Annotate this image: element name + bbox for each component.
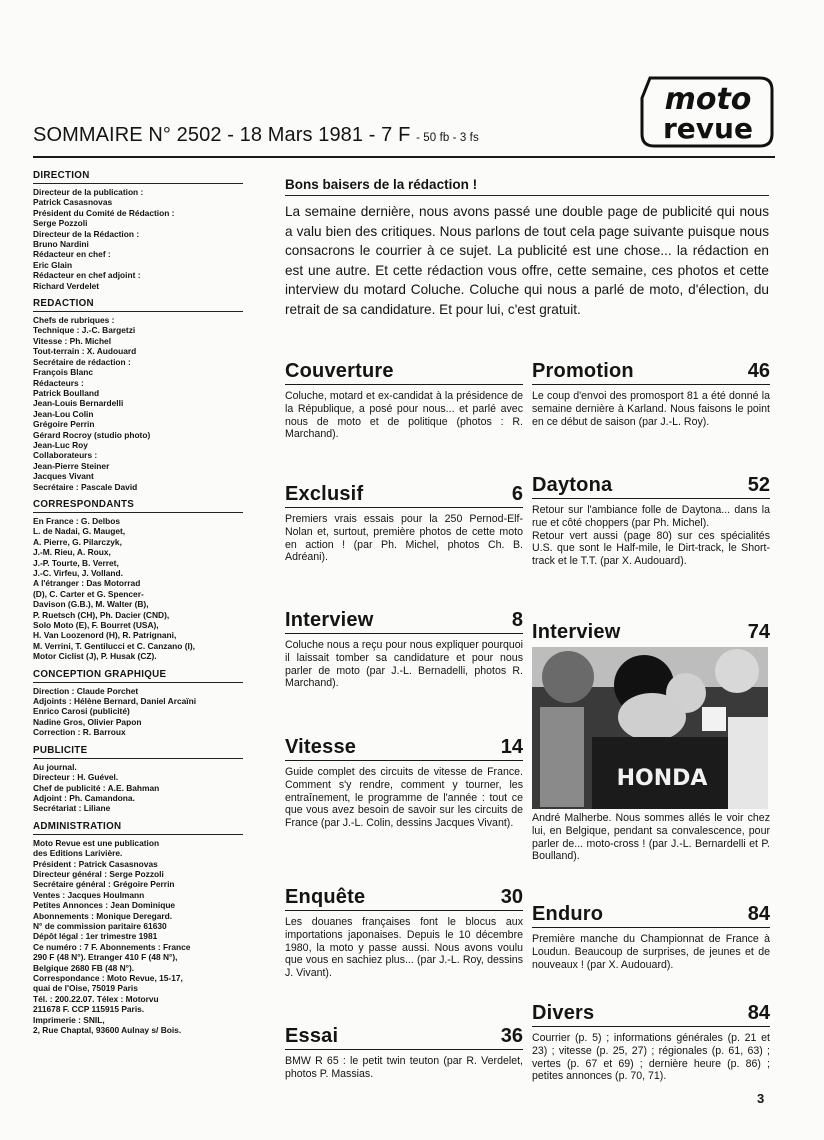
staff-line: Ventes : Jacques Houlmann [33, 889, 145, 900]
staff-line: Secrétariat : Liliane [33, 803, 111, 814]
article-title: Enduro [532, 903, 604, 925]
staff-section-heading: CORRESPONDANTS [33, 499, 243, 513]
staff-line: Motor Ciclist (J), P. Husak (CZ). [33, 651, 157, 662]
staff-section-heading: REDACTION [33, 298, 243, 312]
staff-section [33, 298, 243, 492]
staff-section [33, 499, 243, 662]
staff-line: Jean-Lou Colin [33, 408, 94, 419]
article-text [532, 504, 770, 568]
logo-word-moto: moto [664, 82, 752, 117]
article-title: Interview [285, 609, 374, 631]
staff-line: Directeur de la publication : [33, 187, 144, 197]
page-title [33, 124, 479, 147]
staff-line: Chef de publicité : A.E. Bahman [33, 782, 160, 793]
staff-line: Direction : Claude Porchet [33, 685, 139, 696]
article-text: Première manche du Championnat de France à Loudun. Beaucoup de surprises, de jeunes et de nouveaux ! (par X. Audouard). [532, 933, 770, 971]
article-exclusif[interactable] [285, 483, 523, 564]
staff-line: 290 F (48 N°). Etranger 410 F (48 N°), [33, 952, 178, 963]
staff-line: Petites Annonces : Jean Dominique [33, 900, 176, 911]
staff-line: Chefs de rubriques : [33, 315, 115, 326]
editorial-text: La semaine dernière, nous avons passé une double page de publicité qui nous a valu bien des critiques. Nous parlons de tout cela page suivante puisque nous consacrons le courrier à ce sujet. La publicité est une chose... la rédaction en est une autre. Et cette rédaction vous offre, cette semaine, ces photos et cette interview du motard Coluche. Coluche qui nous a parlé de moto, d'élection, du retrait de sa candidature. Et pour lui, c'est gratuit. [285, 204, 769, 317]
staff-masthead [33, 170, 243, 1042]
staff-line: A. Pierre, G. Pilarczyk, [33, 536, 122, 547]
article-page: 6 [511, 483, 523, 505]
staff-line: Dépôt légal : 1er trimestre 1981 [33, 931, 158, 942]
staff-line: J.-C. Virfeu, J. Volland. [33, 568, 123, 578]
staff-line: Bruno Nardini [33, 239, 89, 250]
article-promotion[interactable] [532, 360, 770, 428]
staff-line: Vitesse : Ph. Michel [33, 335, 112, 346]
staff-line: (D), C. Carter et G. Spencer- [33, 588, 144, 599]
staff-line: Secrétaire général : Grégoire Perrin [33, 879, 175, 890]
staff-line: Directeur de la Rédaction : [33, 228, 140, 239]
staff-line: Davison (G.B.), M. Walter (B), [33, 599, 149, 610]
article-page: 74 [747, 621, 770, 643]
staff-line: 2, Rue Chaptal, 93600 Aulnay s/ Bois. [33, 1025, 182, 1036]
staff-section [33, 745, 243, 814]
article-text: Les douanes françaises font le blocus aux importations japonaises. Depuis le 10 décembre 1980, la moto y passe aussi. Nous avons voulu que vous en sachiez plus... (par J.-L. Roy, dessins J. Vivant). [285, 916, 523, 980]
issue-title: SOMMAIRE N° 2502 - 18 Mars 1981 - 7 F [33, 124, 411, 146]
article-title: Promotion [532, 360, 634, 382]
staff-line: Directeur général : Serge Pozzoli [33, 868, 164, 879]
article-text: BMW R 65 : le petit twin teuton (par R. Verdelet, photos P. Massias. [285, 1055, 523, 1080]
staff-line: N° de commission paritaire 61630 [33, 920, 167, 931]
staff-line: Jean-Louis Bernardelli [33, 398, 124, 409]
article-divers[interactable] [532, 1002, 770, 1083]
staff-line: Belgique 2680 FB (48 N°). [33, 962, 135, 973]
staff-line: Nadine Gros, Olivier Papon [33, 716, 142, 727]
staff-line: 211678 F. CCP 115915 Paris. [33, 1004, 145, 1015]
staff-line: Tél. : 200.22.07. Télex : Motorvu [33, 993, 159, 1004]
foreign-price: - 50 fb - 3 fs [416, 132, 479, 144]
article-paragraph: Retour sur l'ambiance folle de Daytona... dans la rue et côté choppers (par Ph. Michel). [532, 504, 770, 529]
article-text: André Malherbe. Nous sommes allés le voir chez lui, en Belgique, pendant sa convalescence, pour parler de... moto-cross ! (par J.-L. Bernardelli et P. Boulland). [532, 812, 770, 863]
article-page: 46 [747, 360, 770, 382]
staff-line: Gérard Rocroy (studio photo) [33, 429, 151, 440]
article-title: Interview [532, 621, 621, 643]
staff-line: P. Ruetsch (CH), Ph. Dacier (CND), [33, 609, 170, 620]
staff-line: Rédacteurs : [33, 377, 84, 388]
staff-line: Enrico Carosi (publicité) [33, 706, 130, 717]
staff-line: Correction : R. Barroux [33, 727, 126, 738]
article-page: 52 [747, 474, 770, 496]
article-enduro[interactable] [532, 903, 770, 971]
article-title: Vitesse [285, 736, 357, 758]
staff-line: Directeur : H. Guével. [33, 772, 119, 783]
header-rule [33, 156, 775, 158]
article-page: 84 [747, 1002, 770, 1024]
article-page: 8 [511, 609, 523, 631]
photo-illustration [532, 647, 768, 809]
article-title: Couverture [285, 360, 394, 382]
staff-section [33, 821, 243, 1036]
staff-line: Adjoints : Hélène Bernard, Daniel Arcaïni [33, 696, 197, 707]
article-text: Coluche, motard et ex-candidat à la présidence de la République, a posé pour nous... et parlé avec nous de moto et de politique (photos : R. Marchand). [285, 390, 523, 441]
staff-section [33, 669, 243, 738]
staff-section [33, 170, 243, 291]
staff-line: Au journal. [33, 761, 77, 772]
staff-line: Jean-Luc Roy [33, 439, 88, 450]
staff-line: François Blanc [33, 367, 94, 378]
staff-line: Tout-terrain : X. Audouard [33, 346, 137, 357]
staff-line: Patrick Casasnovas [33, 197, 113, 208]
staff-line: M. Verrini, T. Gentilucci et C. Canzano (I), [33, 640, 195, 651]
staff-line: Secrétaire de rédaction : [33, 356, 131, 367]
staff-line: H. Van Loozenord (H), R. Patrignani, [33, 630, 177, 641]
logo-word-revue: revue [663, 112, 753, 145]
article-page: 14 [500, 736, 523, 758]
staff-line: Rédacteur en chef adjoint : [33, 270, 141, 281]
staff-line: Jacques Vivant [33, 471, 94, 482]
staff-line: Imprimerie : SNIL, [33, 1014, 105, 1025]
staff-line: Ce numéro : 7 F. Abonnements : France [33, 941, 191, 952]
article-page: 30 [500, 886, 523, 908]
article-text: Le coup d'envoi des promosport 81 a été donné la semaine dernière à Karland. Nous faisons le point en ce début de saison (par J.-L. Roy). [532, 390, 770, 428]
article-paragraph: Retour vert aussi (page 80) sur ces spécialités U.S. que sont le Half-mile, le Dirt-track, le Short-track et le T.T. (par X. Audouard). [532, 529, 770, 568]
staff-line: Patrick Boulland [33, 387, 100, 398]
staff-line: Richard Verdelet [33, 280, 100, 291]
staff-line: Président du Comité de Rédaction : [33, 207, 175, 218]
staff-line: Grégoire Perrin [33, 419, 95, 430]
article-interview-malherbe[interactable] [532, 621, 770, 645]
article-interview-malherbe-text [532, 812, 770, 863]
staff-line: J.-M. Rieu, A. Roux, [33, 547, 111, 558]
page-number: 3 [757, 1091, 765, 1106]
staff-line: des Editions Larivière. [33, 848, 123, 859]
staff-line: En France : G. Delbos [33, 515, 121, 526]
article-vitesse[interactable] [285, 736, 523, 830]
staff-line: L. de Nadai, G. Mauget, [33, 526, 126, 537]
article-enquete[interactable] [285, 886, 523, 980]
article-page: 84 [747, 903, 770, 925]
staff-line: quai de l'Oise, 75019 Paris [33, 983, 138, 994]
moto-revue-logo [640, 76, 774, 148]
article-page: 36 [500, 1025, 523, 1047]
staff-line: Rédacteur en chef : [33, 249, 111, 260]
editorial [285, 177, 769, 320]
staff-line: Correspondance : Moto Revue, 15-17, [33, 973, 183, 983]
editorial-title: Bons baisers de la rédaction ! [285, 177, 769, 196]
staff-section-heading: CONCEPTION GRAPHIQUE [33, 669, 243, 683]
article-daytona[interactable] [532, 474, 770, 568]
staff-line: Président : Patrick Casasnovas [33, 858, 158, 869]
staff-section-heading: ADMINISTRATION [33, 821, 243, 835]
staff-line: Jean-Pierre Steiner [33, 460, 110, 471]
staff-line: Adjoint : Ph. Camandona. [33, 792, 135, 803]
staff-line: Moto Revue est une publication [33, 837, 160, 848]
staff-line: Collaborateurs : [33, 450, 98, 461]
staff-line: Eric Glain [33, 259, 73, 270]
article-interview-coluche[interactable] [285, 609, 523, 690]
article-text: Premiers vrais essais pour la 250 Pernod-Elf-Nolan et, surtout, première photos de cette moto en action ! (par Ph. Michel, photos Ch. B. Adréani). [285, 513, 523, 564]
article-title: Daytona [532, 474, 613, 496]
staff-section-heading: PUBLICITE [33, 745, 243, 759]
staff-line: Technique : J.-C. Bargetzi [33, 325, 136, 336]
article-text: Courrier (p. 5) ; informations générales (p. 21 et 23) ; vitesse (p. 25, 27) ; régionales (p. 61, 63) ; vertes (p. 67 et 69) ; dernière heure (p. 86) ; petites annonces (p. 70, 71). [532, 1032, 770, 1083]
article-couverture[interactable] [285, 360, 523, 441]
staff-line: J.-P. Tourte, B. Verret, [33, 557, 119, 568]
article-essai[interactable] [285, 1025, 523, 1081]
staff-line: Solo Moto (E), F. Bourret (USA), [33, 620, 159, 631]
article-title: Divers [532, 1002, 595, 1024]
article-text: Coluche nous a reçu pour nous expliquer pourquoi il laissait tomber sa candidature et pour nous parler de moto (par J.-L. Bernadelli, photos R. Marchand). [285, 639, 523, 690]
article-title: Exclusif [285, 483, 364, 505]
staff-line: A l'étranger : Das Motorrad [33, 578, 141, 589]
staff-line: Serge Pozzoli [33, 218, 88, 229]
article-text: Guide complet des circuits de vitesse de France. Comment s'y rendre, comment y tourner, les entraînement, le programme de l'année : tout ce que vous avez besoin de savoir sur les circuits de France (par J.-L. Colin, dessins Jacques Vivant). [285, 766, 523, 830]
staff-section-heading: DIRECTION [33, 170, 243, 184]
article-title: Essai [285, 1025, 339, 1047]
jersey-text: HONDA [616, 766, 708, 791]
article-title: Enquête [285, 886, 366, 908]
interview-photo [532, 647, 768, 809]
staff-line: Abonnements : Monique Deregard. [33, 910, 173, 921]
staff-line: Secrétaire : Pascale David [33, 481, 138, 492]
